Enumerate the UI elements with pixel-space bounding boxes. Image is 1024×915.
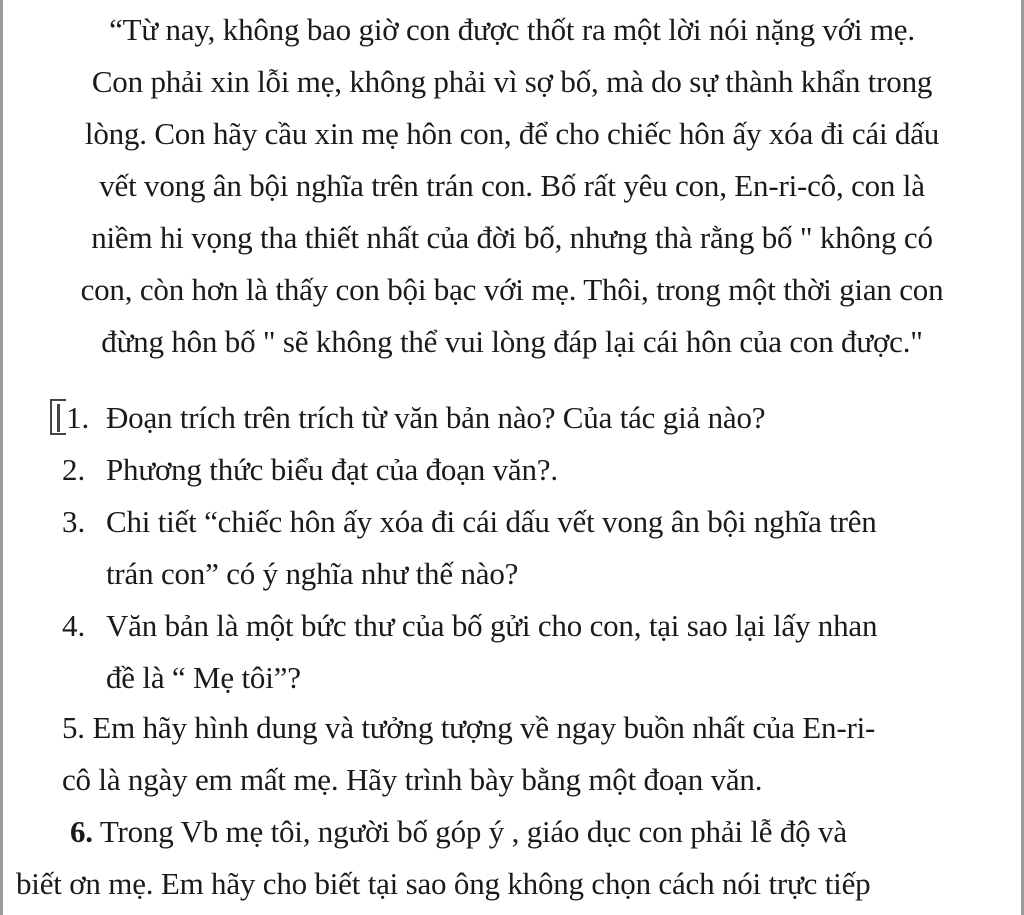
question-6-text: Trong Vb mẹ tôi, người bố góp ý , giáo dục con phải lễ độ và [92, 814, 847, 849]
list-item-text: Chi tiết “chiếc hôn ấy xóa đi cái dấu vết vong ân bội nghĩa trên [106, 504, 877, 539]
question-5-line: 5. Em hãy hình dung và tưởng tượng về ngay buồn nhất của En-ri- [62, 710, 876, 745]
question-6-line: biết ơn mẹ. Em hãy cho biết tại sao ông không chọn cách nói trực tiếp [16, 866, 871, 901]
text-cursor-icon [50, 399, 66, 435]
question-6-number: 6. [70, 814, 93, 849]
list-item-number: 2. [62, 452, 86, 487]
question-5-line: cô là ngày em mất mẹ. Hãy trình bày bằng một đoạn văn. [62, 762, 763, 797]
list-item-text: trán con” có ý nghĩa như thế nào? [106, 556, 519, 591]
quote-line: lòng. Con hãy cầu xin mẹ hôn con, để cho chiếc hôn ấy xóa đi cái dấu [84, 116, 940, 151]
quote-line: đừng hôn bố " sẽ không thể vui lòng đáp lại cái hôn của con được." [101, 324, 923, 359]
list-item-text: Đoạn trích trên trích từ văn bản nào? Của tác giả nào? [106, 400, 766, 435]
list-item-number: 4. [62, 608, 86, 643]
list-item-text: Văn bản là một bức thư của bố gửi cho con, tại sao lại lấy nhan [106, 608, 878, 643]
list-item-number: 3. [62, 504, 86, 539]
quote-line: “Từ nay, không bao giờ con được thốt ra một lời nói nặng với mẹ. [109, 12, 915, 47]
quote-line: niềm hi vọng tha thiết nhất của đời bố, nhưng thà rằng bố " không có [91, 220, 933, 255]
quote-line: con, còn hơn là thấy con bội bạc với mẹ. Thôi, trong một thời gian con [80, 272, 944, 307]
list-item-text: đề là “ Mẹ tôi”? [106, 660, 301, 695]
question-6-line [70, 814, 847, 850]
quote-line: Con phải xin lỗi mẹ, không phải vì sợ bố, mà do sự thành khẩn trong [91, 64, 933, 99]
list-item-text: Phương thức biểu đạt của đoạn văn?. [106, 452, 558, 487]
quote-line: vết vong ân bội nghĩa trên trán con. Bố rất yêu con, En-ri-cô, con là [99, 168, 925, 203]
list-item-number: 1. [66, 400, 90, 435]
